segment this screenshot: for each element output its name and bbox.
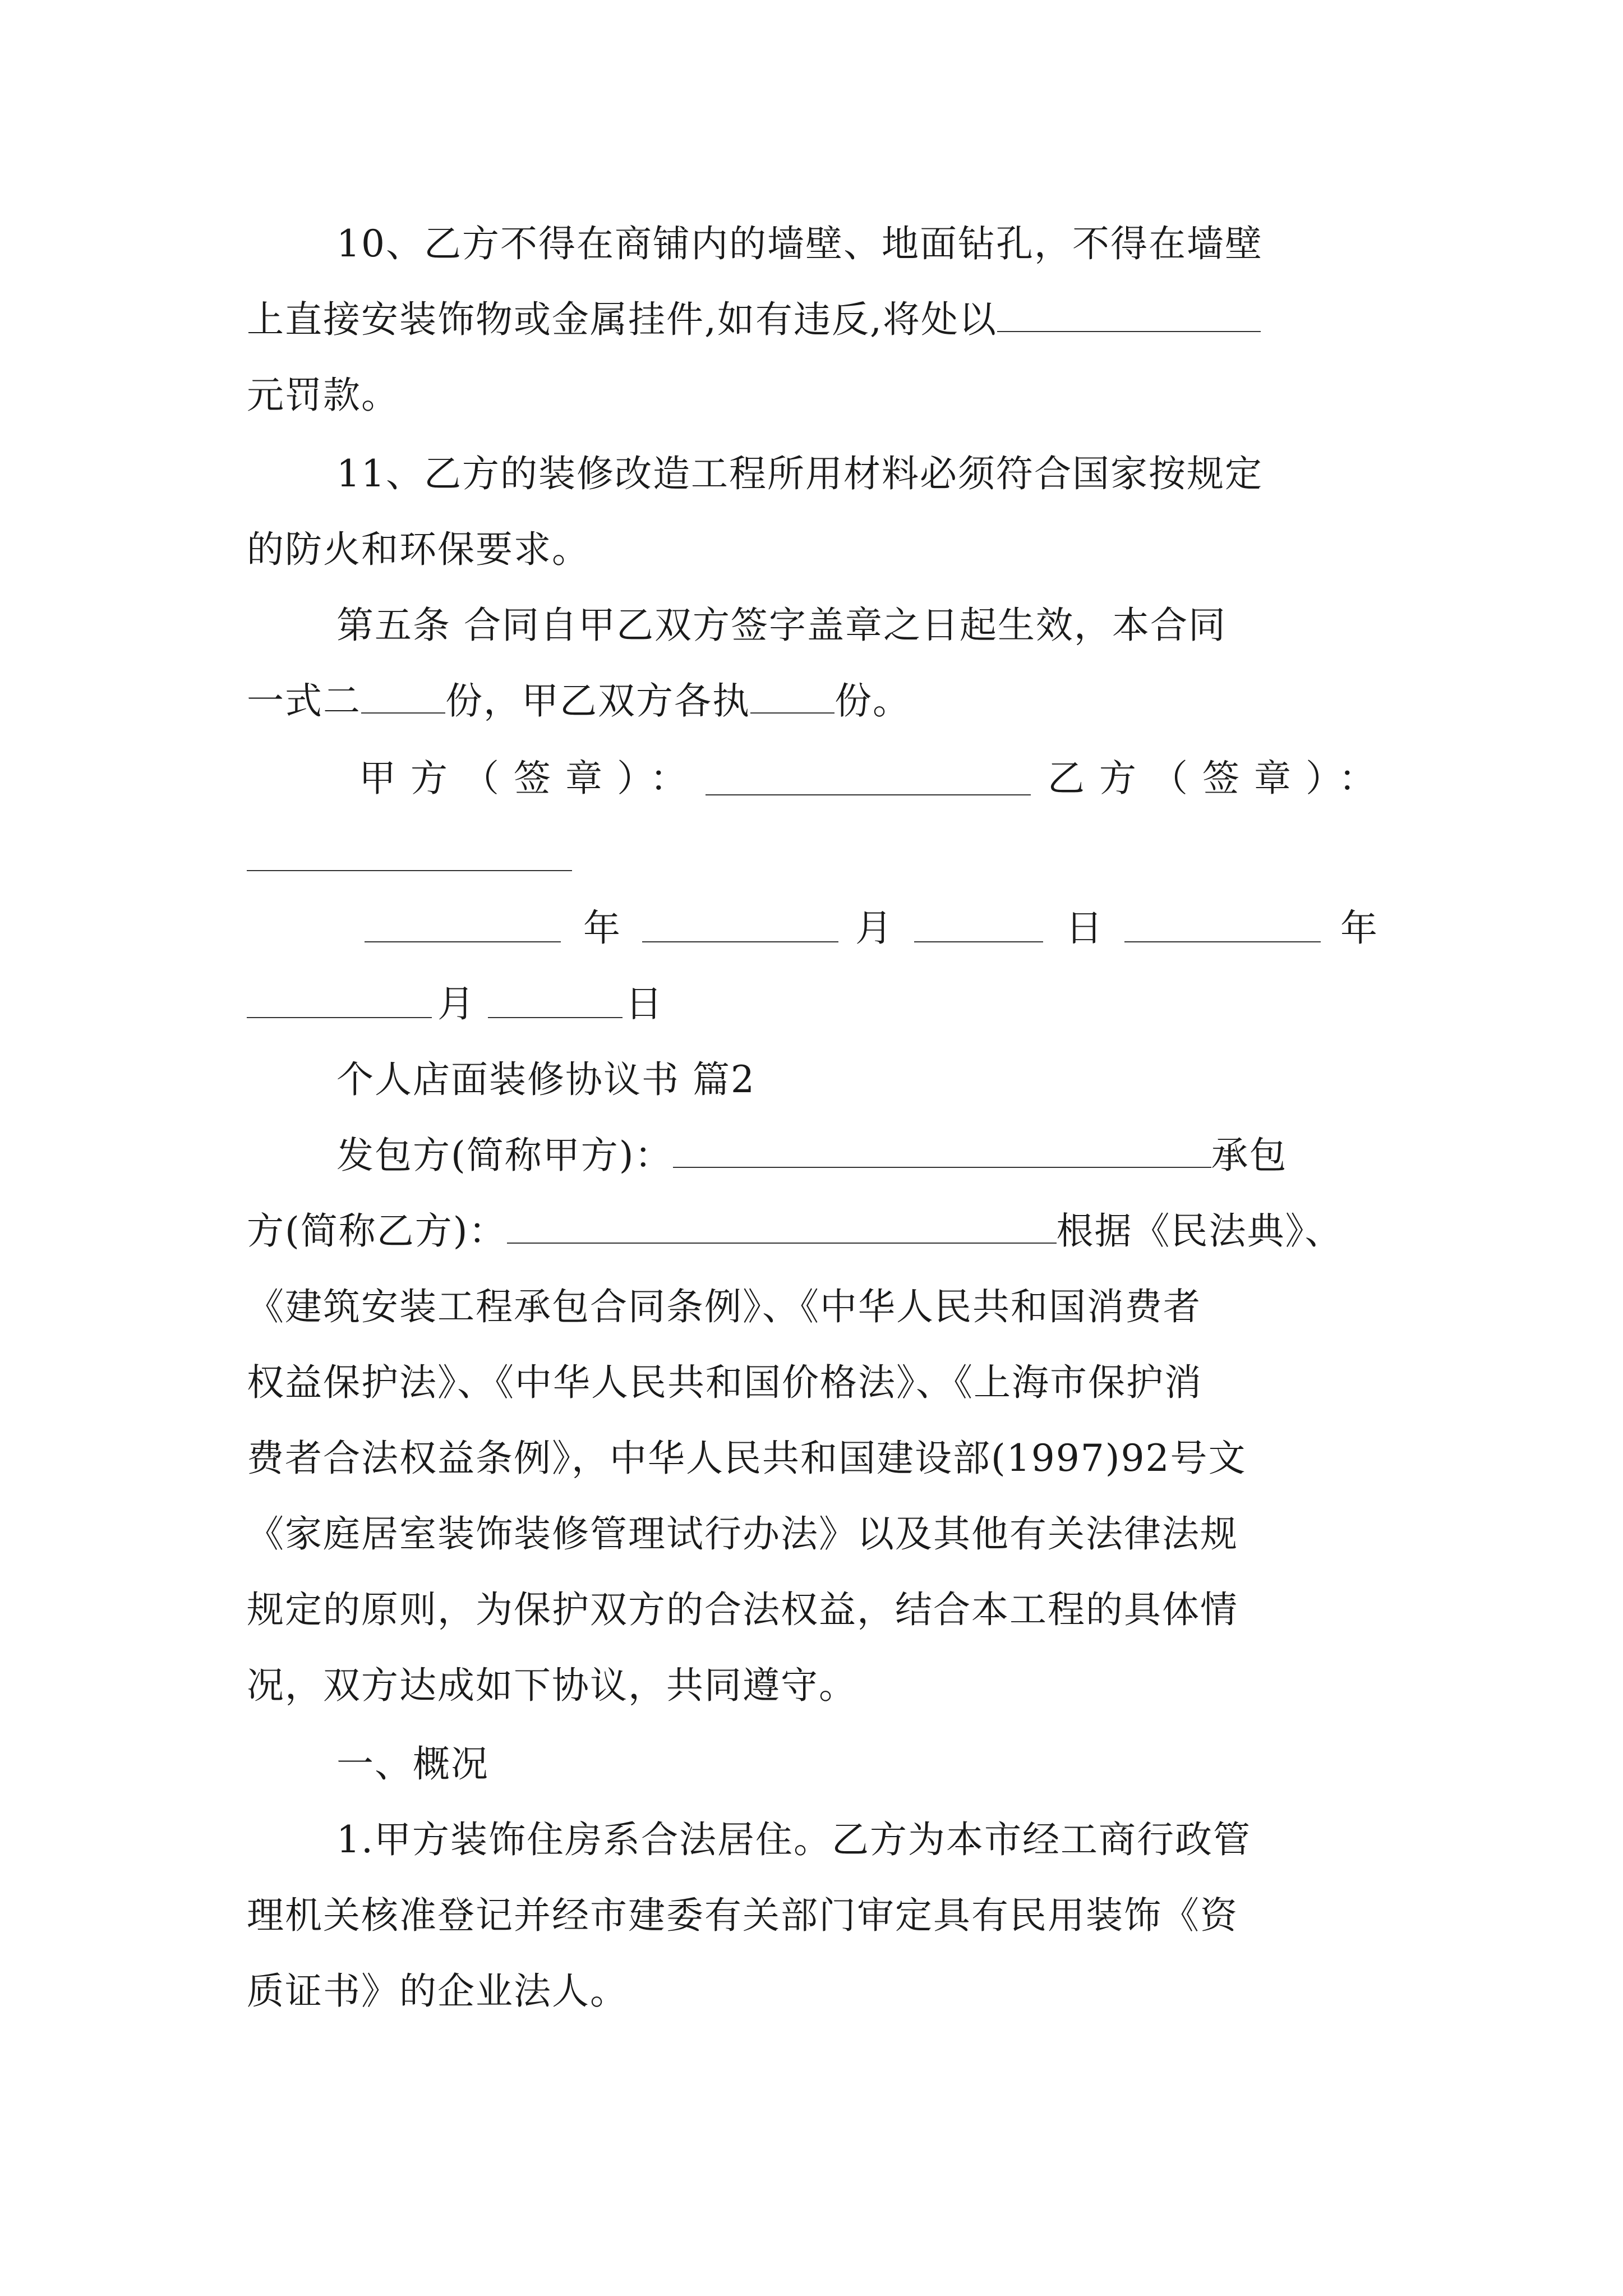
party-a-year-blank	[365, 909, 561, 942]
contract-2-line-6: 《家庭居室装饰装修管理试行办法》以及其他有关法律法规	[247, 1512, 1238, 1556]
section-2-title: 个人店面装修协议书 篇2	[336, 1058, 755, 1101]
copies-total-blank	[361, 680, 445, 714]
employer-name-blank	[673, 1134, 1211, 1168]
article-5-text-b: 份，甲乙双方各执	[445, 679, 750, 723]
article-5-text-c: 份。	[834, 679, 911, 723]
party-b-year-blank	[1124, 909, 1321, 942]
party-b-day-label: 日	[625, 982, 662, 1025]
clause-10-line-2	[247, 297, 1261, 342]
clause-10-line-1: 10、乙方不得在商铺内的墙壁、地面钻孔，不得在墙壁	[336, 222, 1263, 265]
contract-2-line-7: 规定的原则，为保护双方的合法权益，结合本工程的具体情	[247, 1588, 1238, 1631]
clause-10-line-3: 元罚款。	[247, 374, 399, 417]
contract-2-line-5: 费者合法权益条例》，中华人民共和国建设部(1997)92号文	[247, 1437, 1247, 1480]
party-b-signature-label: 乙方（签章）：	[1048, 757, 1390, 800]
contract-2-line-1	[336, 1133, 1288, 1178]
article-5-text-a: 一式二	[247, 679, 361, 723]
contract-2-line-4: 权益保护法》、《中华人民共和国价格法》、《上海市保护消	[247, 1361, 1202, 1404]
basis-text-a: 根据《民法典》、	[1056, 1209, 1343, 1253]
party-b-month-blank	[247, 984, 432, 1018]
overview-item-1-line-1: 1.甲方装饰住房系合法居住。乙方为本市经工商行政管	[336, 1818, 1251, 1861]
employer-label: 发包方(简称甲方)：	[336, 1134, 673, 1177]
party-a-day-label: 日	[1066, 907, 1103, 950]
party-b-signature-blank	[247, 838, 572, 871]
party-b-day-blank	[488, 984, 623, 1018]
clause-11-line-2: 的防火和环保要求。	[247, 528, 590, 571]
fine-amount-blank	[997, 298, 1261, 332]
party-b-year-label: 年	[1340, 907, 1377, 950]
party-a-month-blank	[642, 909, 838, 942]
contractor-label-a: 承包	[1211, 1134, 1288, 1177]
party-a-day-blank	[914, 909, 1043, 942]
article-5-line-2	[247, 679, 911, 724]
article-5-line-1: 第五条 合同自甲乙双方签字盖章之日起生效，本合同	[336, 604, 1227, 647]
party-a-signature-blank	[706, 762, 1031, 795]
clause-10-line-2-text: 上直接安装饰物或金属挂件,如有违反,将处以	[247, 298, 997, 341]
party-b-month-label: 月	[437, 982, 474, 1025]
copies-each-blank	[750, 680, 834, 714]
contractor-label-b: 方(简称乙方)：	[247, 1209, 507, 1253]
overview-item-1-line-3: 质证书》的企业法人。	[247, 1970, 628, 2013]
clause-11-line-1: 11、乙方的装修改造工程所用材料必须符合国家按规定	[336, 452, 1263, 495]
contract-2-line-2	[247, 1209, 1343, 1254]
overview-heading: 一、概况	[336, 1742, 489, 1786]
contract-2-line-8: 况，双方达成如下协议，共同遵守。	[247, 1664, 857, 1707]
party-a-year-label: 年	[583, 907, 620, 950]
overview-item-1-line-2: 理机关核准登记并经市建委有关部门审定具有民用装饰《资	[247, 1894, 1238, 1937]
contractor-name-blank	[507, 1210, 1057, 1244]
contract-2-line-3: 《建筑安装工程承包合同条例》、《中华人民共和国消费者	[247, 1285, 1201, 1328]
party-a-month-label: 月	[855, 907, 892, 950]
party-a-signature-label: 甲方（签章）：	[359, 757, 702, 800]
